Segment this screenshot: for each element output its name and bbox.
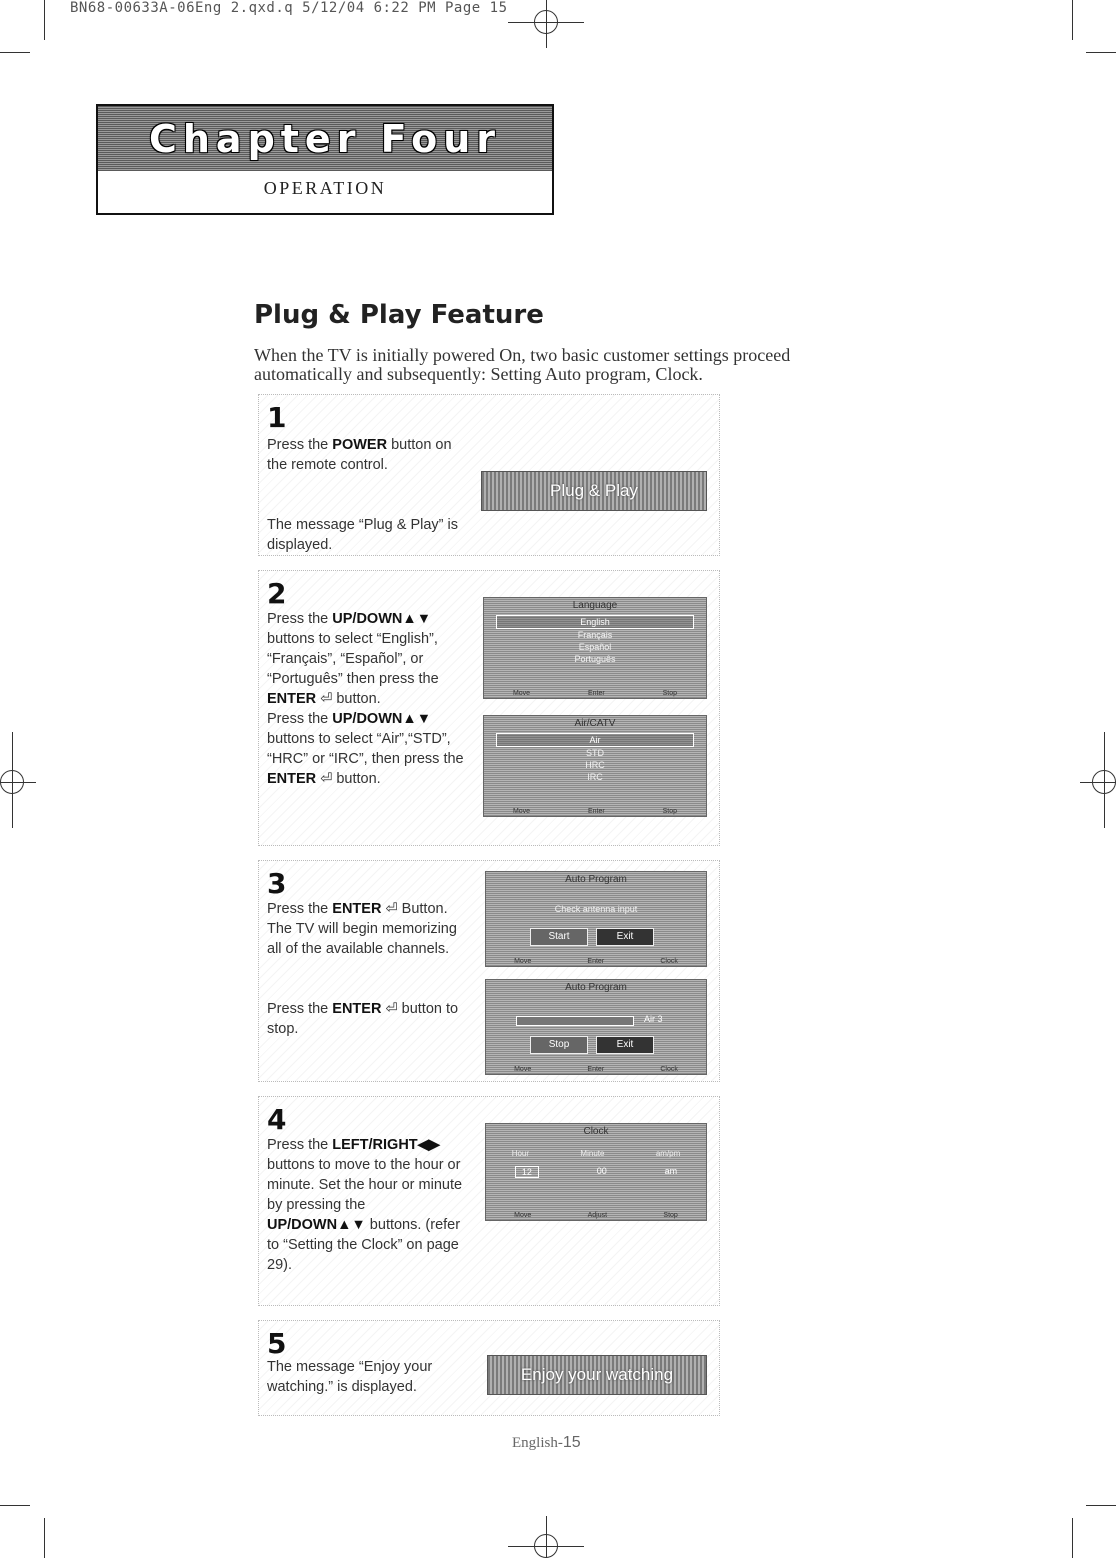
osd-title: Air/CATV <box>574 718 616 729</box>
step-text: Press the ENTER ⏎ button to stop. <box>267 1001 459 1037</box>
step-text: The message “Enjoy your watching.” is displayed. <box>267 1359 433 1395</box>
page-footer <box>512 1434 581 1452</box>
print-slug: BN68-00633A-06Eng 2.qxd.q 5/12/04 6:22 PM Page 15 <box>70 0 508 16</box>
clock-hour: 12 <box>515 1166 539 1178</box>
osd-footer-item: Move <box>514 1212 532 1219</box>
step-text: Press the LEFT/RIGHT◀▶ buttons to move to the hour or minute. Set the hour or minute by pressing the UP/DOWN▲▼ buttons. (refer to “Setting the Clock” on page 29). <box>267 1137 463 1273</box>
osd-auto-program-progress <box>485 979 707 1075</box>
osd-footer-item: Move <box>512 690 531 697</box>
footer-language: English- <box>512 1435 563 1451</box>
osd-auto-program-start <box>485 871 707 967</box>
osd-title: Clock <box>583 1126 609 1137</box>
step-4 <box>258 1096 720 1306</box>
osd-title: Language <box>572 600 618 611</box>
osd-title: Auto Program <box>565 982 627 993</box>
osd-footer-item: Move <box>514 958 532 965</box>
crop-mark <box>508 22 584 23</box>
crop-mark <box>0 782 36 783</box>
chapter-banner <box>98 106 552 171</box>
osd-footer-item: Move <box>512 808 531 815</box>
chapter-header <box>96 104 554 215</box>
osd-option: Français <box>577 630 613 640</box>
crop-mark <box>546 1516 547 1558</box>
step-text: Press the UP/DOWN▲▼ buttons to select “English”, “Français”, “Español”, or “Português” then press the ENTER ⏎ button. Press the UP/DOWN▲▼ buttons to select “Air”,“STD”, “HRC” or “IRC”, then press the ENTER ⏎ button. <box>267 611 464 787</box>
osd-footer-item: Enter <box>587 958 605 965</box>
crop-mark <box>1086 1505 1116 1506</box>
step-number: 4 <box>267 1103 287 1136</box>
osd-air-catv-menu <box>483 715 707 817</box>
osd-option: HRC <box>585 760 605 770</box>
intro-paragraph: When the TV is initially powered On, two basic customer settings proceed automatically and subsequently: Setting Auto program, Clock. <box>254 345 791 384</box>
section-title: Plug & Play Feature <box>254 300 544 330</box>
enter-icon: ⏎ <box>385 1001 398 1017</box>
osd-message: Enjoy your watching <box>520 1365 674 1384</box>
exit-button: Exit <box>596 928 654 946</box>
crop-mark <box>1072 0 1073 40</box>
enter-icon: ⏎ <box>385 901 398 917</box>
stop-button: Stop <box>530 1036 588 1054</box>
clock-values <box>486 1166 706 1178</box>
chapter-subtitle: OPERATION <box>263 178 387 198</box>
osd-selected-option: Air <box>496 733 694 747</box>
osd-selected-option: English <box>496 615 694 629</box>
step-2 <box>258 570 720 846</box>
osd-clock-menu <box>485 1123 707 1221</box>
progress-bar <box>516 1016 634 1026</box>
crop-mark <box>1086 52 1116 53</box>
step-number: 1 <box>267 401 287 434</box>
step-number: 5 <box>267 1327 287 1360</box>
osd-language-menu <box>483 597 707 699</box>
osd-footer-item: Move <box>514 1066 532 1073</box>
start-button: Start <box>530 928 588 946</box>
osd-message: Plug & Play <box>550 481 638 500</box>
osd-option: Português <box>574 654 616 664</box>
clock-columns <box>486 1149 706 1158</box>
step-3 <box>258 860 720 1082</box>
clock-col-label: Hour <box>511 1149 530 1158</box>
osd-footer <box>484 808 706 815</box>
enter-icon: ⏎ <box>320 691 333 707</box>
crop-mark <box>1080 782 1116 783</box>
osd-footer-item: Stop <box>663 1212 678 1219</box>
osd-option: IRC <box>587 772 603 782</box>
osd-footer <box>486 1212 706 1219</box>
crop-mark <box>1072 1518 1073 1558</box>
power-button-label: POWER <box>332 437 388 453</box>
osd-footer-item: Clock <box>660 1066 678 1073</box>
osd-footer <box>486 1066 706 1073</box>
clock-ampm: am <box>664 1166 678 1176</box>
osd-message: Check antenna input <box>554 904 638 914</box>
page-number: 15 <box>562 1434 581 1451</box>
osd-title: Auto Program <box>565 874 627 885</box>
crop-mark <box>1104 732 1105 828</box>
osd-footer-item: Stop <box>662 808 678 815</box>
osd-option: Español <box>578 642 612 652</box>
clock-col-label: Minute <box>580 1149 605 1158</box>
step-text: Press the POWER button on the remote control. <box>267 437 452 473</box>
crop-mark <box>508 1546 584 1547</box>
exit-button: Exit <box>596 1036 654 1054</box>
clock-minute: 00 <box>596 1166 607 1176</box>
crop-mark <box>44 0 45 40</box>
clock-col-label: am/pm <box>655 1149 681 1158</box>
osd-footer <box>484 690 706 697</box>
osd-footer-item: Adjust <box>587 1212 608 1219</box>
progress-label: Air 3 <box>644 1014 663 1024</box>
crop-mark <box>0 1505 30 1506</box>
chapter-title: Chapter Four <box>148 116 501 161</box>
step-text: The message “Plug & Play” is displayed. <box>267 517 458 553</box>
osd-enjoy-watching <box>487 1355 707 1395</box>
osd-footer-item: Enter <box>587 690 605 697</box>
osd-footer <box>486 958 706 965</box>
osd-footer-item: Enter <box>587 1066 605 1073</box>
crop-mark <box>44 1518 45 1558</box>
osd-footer-item: Clock <box>660 958 678 965</box>
step-1 <box>258 394 720 556</box>
osd-footer-item: Stop <box>662 690 678 697</box>
crop-mark <box>0 52 30 53</box>
osd-plug-and-play <box>481 471 707 511</box>
step-number: 3 <box>267 867 287 900</box>
osd-footer-item: Enter <box>587 808 605 815</box>
progress-bar-fill <box>517 1017 633 1025</box>
step-5 <box>258 1320 720 1416</box>
step-number: 2 <box>267 577 287 610</box>
crop-mark <box>12 732 13 828</box>
osd-option: STD <box>586 748 604 758</box>
crop-mark <box>546 0 547 48</box>
enter-icon: ⏎ <box>320 771 333 787</box>
step-text: Press the ENTER ⏎ Button. The TV will begin memorizing all of the available channels. <box>267 901 457 957</box>
